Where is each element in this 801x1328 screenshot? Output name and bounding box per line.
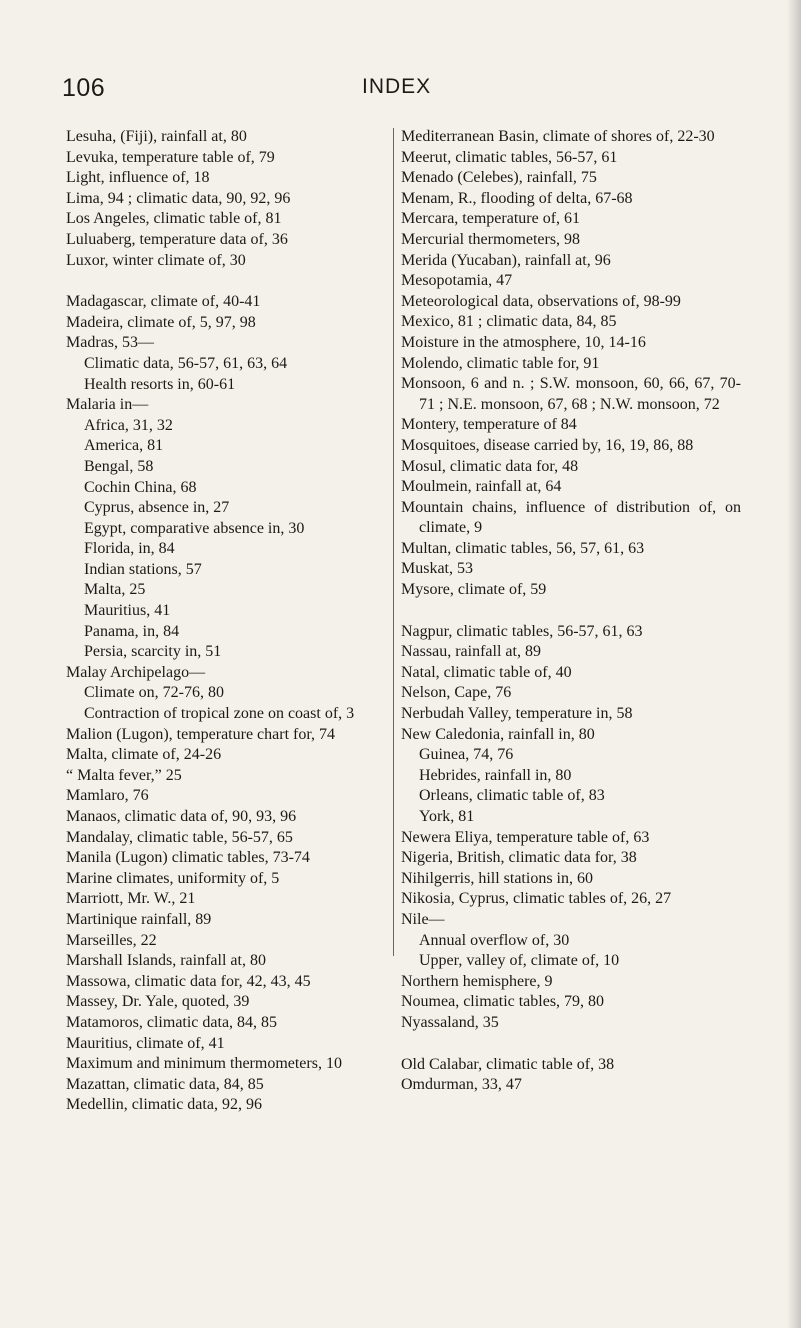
index-entry: Nikosia, Cyprus, climatic tables of, 26, 27 [401, 890, 672, 908]
index-entry: Madeira, climate of, 5, 97, 98 [66, 313, 256, 331]
section-gap [66, 271, 384, 292]
index-entry: Mamlaro, 76 [66, 787, 149, 805]
index-entry: Marseilles, 22 [66, 931, 157, 949]
index-subentry: Bengal, 58 [84, 457, 154, 475]
index-entry: Mosul, climatic data for, 48 [401, 457, 579, 475]
index-entry: Mountain chains, influence of distribution of, on climate, 9 [401, 498, 741, 537]
index-entry: Nihilgerris, hill stations in, 60 [401, 869, 593, 887]
index-entry: Malta, climate of, 24-26 [66, 746, 222, 764]
index-subentry: Annual overflow of, 30 [419, 931, 570, 949]
index-entry: Lima, 94 ; climatic data, 90, 92, 96 [66, 189, 291, 207]
index-entry: Mazattan, climatic data, 84, 85 [66, 1075, 264, 1093]
index-entry: Medellin, climatic data, 92, 96 [66, 1096, 262, 1114]
page-title: INDEX [362, 75, 432, 98]
index-subentry: Cochin China, 68 [84, 478, 197, 496]
index-entry: Moulmein, rainfall at, 64 [401, 478, 562, 496]
index-entry: Meteorological data, observations of, 98-99 [401, 292, 681, 310]
index-entry: Luluaberg, temperature data of, 36 [66, 230, 288, 248]
index-entry: Luxor, winter climate of, 30 [66, 251, 246, 269]
index-subentry: Contraction of tropical zone on coast of, 3 [84, 705, 355, 723]
index-entry: Nagpur, climatic tables, 56-57, 61, 63 [401, 622, 643, 640]
index-entry: Malay Archipelago— [66, 663, 206, 681]
index-subentry: Cyprus, absence in, 27 [84, 499, 230, 517]
index-subentry: America, 81 [84, 437, 164, 455]
index-entry: Meerut, climatic tables, 56-57, 61 [401, 148, 618, 166]
index-entry: Newera Eliya, temperature table of, 63 [401, 828, 650, 846]
index-column-right [401, 127, 741, 1096]
index-entry: Mercara, temperature of, 61 [401, 210, 581, 228]
index-entry: Madras, 53— [66, 334, 154, 352]
index-subentry: Climate on, 72-76, 80 [84, 684, 224, 702]
index-entry: Levuka, temperature table of, 79 [66, 148, 275, 166]
index-subentry: Climatic data, 56-57, 61, 63, 64 [84, 354, 288, 372]
index-subentry: York, 81 [419, 808, 475, 825]
index-subentry: Orleans, climatic table of, 83 [419, 787, 605, 805]
index-entry: Lesuha, (Fiji), rainfall at, 80 [66, 128, 247, 145]
section-gap [401, 601, 741, 622]
index-subentry: Hebrides, rainfall in, 80 [419, 766, 572, 784]
page-number: 106 [62, 74, 106, 102]
index-entry: Massey, Dr. Yale, quoted, 39 [66, 993, 250, 1011]
index-entry: Manaos, climatic data of, 90, 93, 96 [66, 808, 297, 825]
index-column-left [66, 127, 384, 1116]
index-entry: Matamoros, climatic data, 84, 85 [66, 1013, 278, 1031]
section-gap [401, 1034, 741, 1055]
index-entry: Old Calabar, climatic table of, 38 [401, 1055, 615, 1073]
index-entry: Mosquitoes, disease carried by, 16, 19, 86, 88 [401, 436, 694, 454]
index-entry: Menado (Celebes), rainfall, 75 [401, 169, 597, 187]
index-entry: Maximum and minimum thermometers, 10 [66, 1055, 342, 1073]
index-entry: Mediterranean Basin, climate of shores of, 22-30 [401, 128, 715, 145]
index-entry: Muskat, 53 [401, 560, 473, 578]
index-entry: Monsoon, 6 and n. ; S.W. monsoon, 60, 66, 67, 70-71 ; N.E. monsoon, 67, 68 ; N.W. monsoon, 72 [401, 375, 741, 413]
index-subentry: Malta, 25 [84, 581, 146, 599]
index-entry: Omdurman, 33, 47 [401, 1076, 522, 1094]
index-subentry: Mauritius, 41 [84, 602, 171, 620]
index-entry: Nelson, Cape, 76 [401, 684, 512, 702]
index-entry: Marshall Islands, rainfall at, 80 [66, 952, 266, 970]
index-subentry: Upper, valley of, climate of, 10 [419, 952, 620, 970]
index-entry: Massowa, climatic data for, 42, 43, 45 [66, 972, 311, 990]
index-entry: Nassau, rainfall at, 89 [401, 643, 541, 661]
index-entry: Mexico, 81 ; climatic data, 84, 85 [401, 313, 617, 331]
index-entry: Mauritius, climate of, 41 [66, 1034, 225, 1052]
index-entry: Manila (Lugon) climatic tables, 73-74 [66, 849, 310, 867]
index-entry: Merida (Yucaban), rainfall at, 96 [401, 251, 611, 269]
index-entry: Los Angeles, climatic table of, 81 [66, 210, 282, 228]
index-entry: Noumea, climatic tables, 79, 80 [401, 993, 605, 1011]
index-subentry: Guinea, 74, 76 [419, 746, 514, 764]
index-entry: Moisture in the atmosphere, 10, 14-16 [401, 333, 646, 351]
index-entry: Natal, climatic table of, 40 [401, 663, 572, 681]
index-entry: Marriott, Mr. W., 21 [66, 890, 196, 908]
index-entry: Light, influence of, 18 [66, 169, 210, 187]
index-entry: Nyassaland, 35 [401, 1013, 499, 1031]
column-divider [393, 128, 394, 956]
index-subentry: Indian stations, 57 [84, 560, 202, 578]
index-entry: Mandalay, climatic table, 56-57, 65 [66, 828, 293, 846]
index-entry: Northern hemisphere, 9 [401, 972, 553, 990]
index-subentry: Florida, in, 84 [84, 540, 175, 558]
index-entry: Malion (Lugon), temperature chart for, 74 [66, 725, 336, 743]
index-entry: Menam, R., flooding of delta, 67-68 [401, 189, 633, 207]
index-entry: Madagascar, climate of, 40-41 [66, 293, 261, 311]
index-entry: Martinique rainfall, 89 [66, 910, 212, 928]
index-subentry: Health resorts in, 60-61 [84, 375, 236, 393]
index-entry: New Caledonia, rainfall in, 80 [401, 725, 595, 743]
index-entry: Mysore, climate of, 59 [401, 581, 547, 599]
index-entry: Molendo, climatic table for, 91 [401, 354, 600, 372]
index-entry: Marine climates, uniformity of, 5 [66, 869, 280, 887]
index-subentry: Egypt, comparative absence in, 30 [84, 519, 305, 537]
index-subentry: Persia, scarcity in, 51 [84, 643, 222, 661]
index-entry: Mercurial thermometers, 98 [401, 230, 581, 248]
index-entry: Montery, temperature of 84 [401, 416, 577, 434]
index-subentry: Africa, 31, 32 [84, 416, 173, 434]
index-entry: Nigeria, British, climatic data for, 38 [401, 849, 637, 867]
page-edge-shadow [787, 0, 801, 1328]
index-entry: Nile— [401, 910, 445, 928]
index-entry: Mesopotamia, 47 [401, 272, 513, 290]
index-entry: Malaria in— [66, 396, 149, 414]
index-entry: Nerbudah Valley, temperature in, 58 [401, 705, 633, 723]
index-entry: Multan, climatic tables, 56, 57, 61, 63 [401, 539, 645, 557]
index-subentry: Panama, in, 84 [84, 622, 180, 640]
index-entry: “ Malta fever,” 25 [66, 766, 182, 784]
